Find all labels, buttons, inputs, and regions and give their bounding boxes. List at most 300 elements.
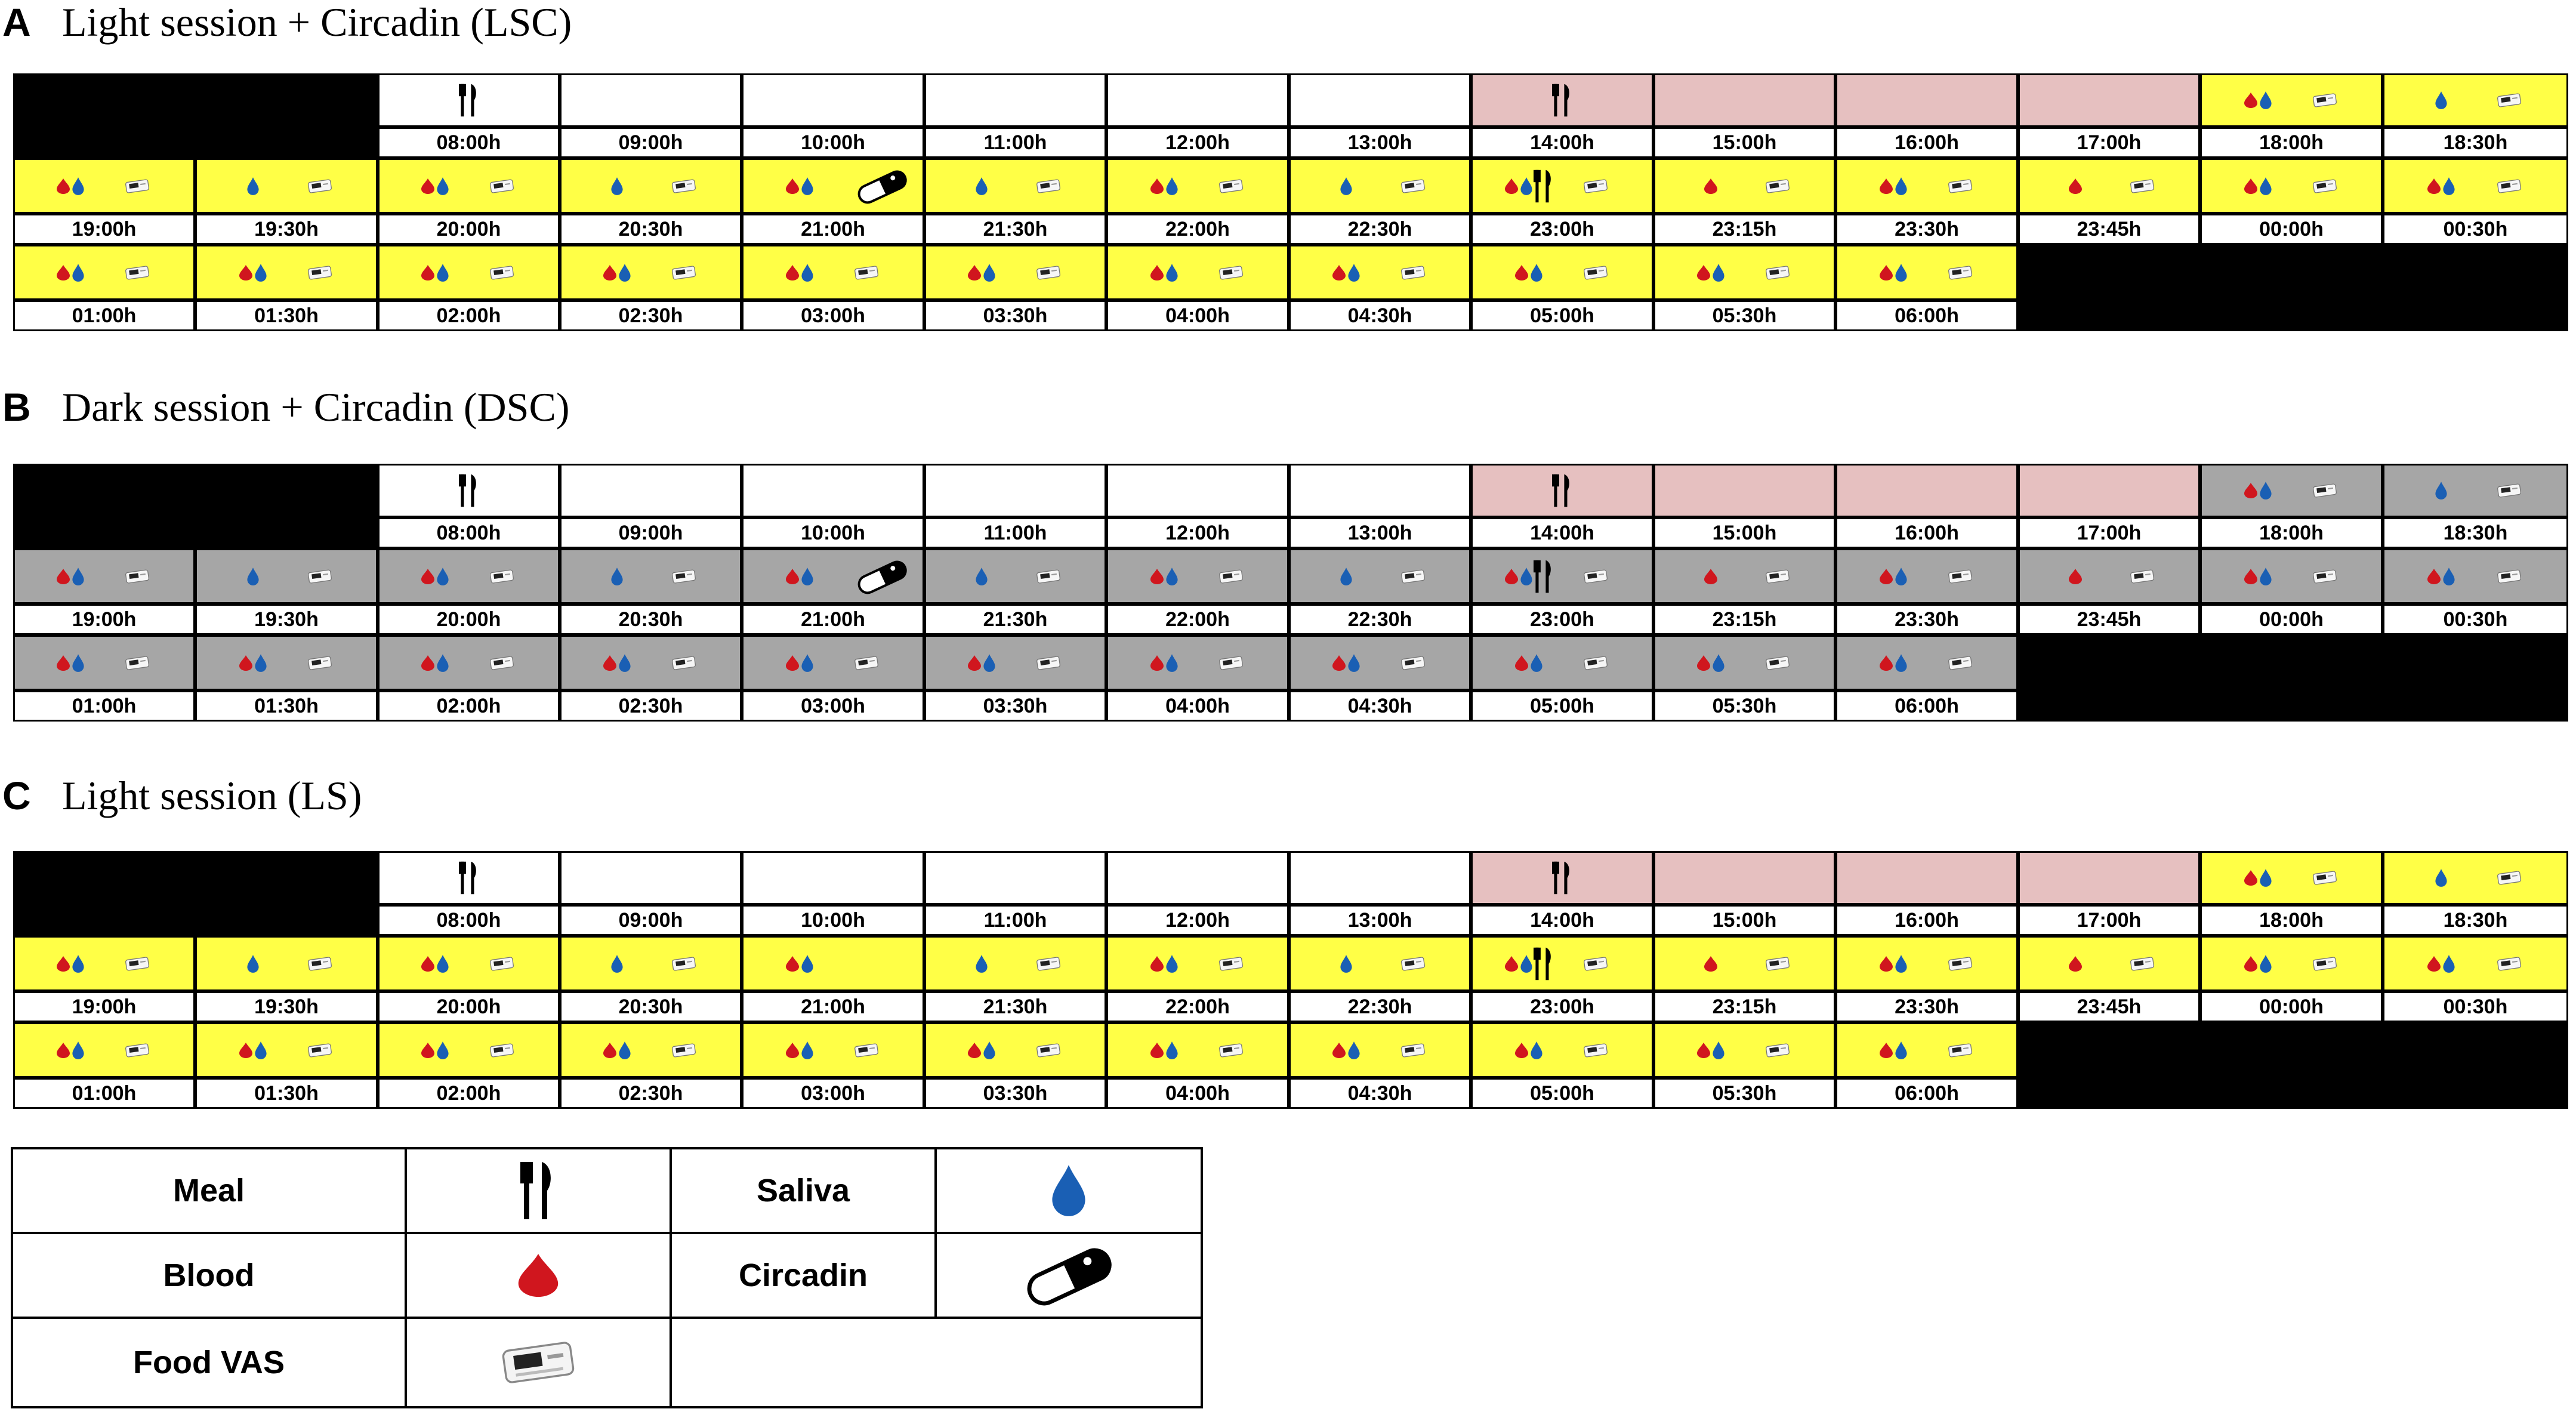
saliva-drop-icon [974,954,989,973]
schedule-icon-cell [2018,548,2200,604]
time-label: 04:30h [1289,690,1471,722]
icon-group [2208,91,2307,110]
icon-group [1764,178,1827,195]
icon-group [1218,568,1281,585]
vas-device-icon [1400,1042,1426,1059]
blood-drop-icon [420,654,436,672]
icon-group [1582,655,1645,671]
icon-group [124,955,187,972]
icon-group [307,955,369,972]
icon-group [1662,568,1760,585]
time-label: 14:00h [1471,127,1653,158]
icon-group [1947,178,2010,195]
saliva-drop-icon [254,1041,268,1060]
time-label: 03:00h [742,1078,924,1109]
blood-drop-icon [785,955,800,973]
vas-device-icon [307,655,333,671]
saliva-drop-icon [982,653,997,673]
schedule-icon-cell [13,548,195,604]
icon-group [1582,568,1645,585]
vas-device-icon [671,1042,697,1059]
icon-group [1218,178,1281,195]
time-label: 23:45h [2018,604,2200,635]
icon-group [1297,954,1395,973]
icon-group [2208,868,2307,887]
saliva-drop-icon [982,263,997,282]
icon-group [1947,264,2010,281]
icon-group [1297,567,1395,586]
schedule-icon-cell [1106,1022,1289,1078]
saliva-drop-icon [436,177,450,196]
schedule-icon-cell [1106,635,1289,690]
icon-group [750,1041,849,1060]
vas-device-icon [2312,955,2338,972]
time-label: 08:00h [378,517,560,548]
vas-device-icon [1400,178,1426,195]
schedule-icon-cell [1471,464,1653,517]
vas-device-icon [2312,92,2338,109]
blood-drop-icon [1878,1041,1894,1059]
icon-group [853,655,916,671]
blood-drop-icon [1331,264,1347,282]
schedule-icon-cell [1106,158,1289,214]
time-label: 03:30h [924,1078,1106,1109]
schedule-icon-cell [2200,936,2383,991]
section-title: Light session + Circadin (LSC) [62,0,572,45]
icon-group [124,1042,187,1059]
vas-device-icon [671,264,697,281]
icon-group [489,178,551,195]
blood-drop-icon [967,1041,982,1059]
icon-group [307,178,369,195]
schedule-icon-cell [1106,245,1289,300]
schedule-icon-cell [195,851,378,905]
vas-device-icon [1035,1042,1062,1059]
icon-group [203,653,302,673]
icon-group [489,264,551,281]
saliva-drop-icon [618,653,632,673]
blood-drop-icon [1149,177,1165,195]
saliva-drop-icon [610,177,624,196]
icon-group [1662,653,1760,673]
blood-drop-icon [785,654,800,672]
fork-knife-icon [520,1158,556,1223]
icon-group [203,1041,302,1060]
icon-group [1115,567,1213,586]
icon-group [1297,263,1395,282]
time-label [195,905,378,936]
blood-drop-icon [2426,955,2442,973]
vas-device-icon [2496,955,2522,972]
time-label: 00:30h [2383,604,2568,635]
time-label: 21:00h [742,991,924,1022]
schedule-icon-cell [13,635,195,690]
blood-drop-icon [2068,177,2083,195]
time-label: 13:00h [1289,127,1471,158]
time-label: 15:00h [1653,127,1835,158]
schedule-icon-cell [195,73,378,127]
blood-drop-icon [2068,568,2083,585]
legend-icon-cell-circadin [934,1232,1203,1319]
vas-device-icon [2129,178,2155,195]
schedule-icon-cell [2018,245,2200,300]
icon-group [386,177,484,196]
time-label: 20:30h [560,214,742,245]
time-label: 19:30h [195,214,378,245]
schedule-icon-cell [1653,245,1835,300]
time-label: 15:00h [1653,905,1835,936]
capsule-icon [853,557,911,596]
saliva-drop-icon [1711,1041,1726,1060]
vas-device-icon [853,655,880,671]
vas-device-icon [489,655,515,671]
saliva-drop-icon [246,954,260,973]
saliva-drop-icon [1894,653,1908,673]
saliva-drop-icon [974,177,989,196]
vas-device-icon [307,264,333,281]
vas-device-icon [1400,955,1426,972]
saliva-drop-icon [2259,567,2273,586]
icon-group [1479,653,1578,673]
schedule-icon-cell [1653,464,1835,517]
schedule-icon-cell [2383,851,2568,905]
icon-group [2129,178,2192,195]
schedule-icon-cell [195,245,378,300]
time-label: 21:30h [924,604,1106,635]
icon-group [1400,178,1463,195]
icon-group [2312,92,2374,109]
schedule-icon-cell [1289,851,1471,905]
blood-drop-icon [2243,869,2259,887]
time-label: 23:15h [1653,991,1835,1022]
icon-group [1297,177,1395,196]
time-label: 06:00h [1835,690,2018,722]
schedule-icon-cell [195,464,378,517]
vas-device-icon [1947,568,1973,585]
icon-group [1297,1041,1395,1060]
vas-device-icon [124,1042,150,1059]
icon-group [1764,264,1827,281]
vas-device-icon [489,955,515,972]
icon-group [671,655,733,671]
time-label: 11:00h [924,127,1106,158]
time-label: 22:30h [1289,604,1471,635]
saliva-drop-icon [800,177,815,196]
schedule-icon-cell [2383,73,2568,127]
icon-group [750,653,849,673]
icon-group [489,568,551,585]
time-label: 20:00h [378,604,560,635]
time-label: 04:30h [1289,1078,1471,1109]
time-label: 19:00h [13,214,195,245]
time-label: 02:00h [378,1078,560,1109]
blood-drop-icon [1878,177,1894,195]
blood-drop-icon [420,177,436,195]
time-label: 19:30h [195,991,378,1022]
schedule-icon-cell [1289,1022,1471,1078]
saliva-drop-icon [71,954,85,973]
schedule-icon-cell [1653,73,1835,127]
icon-group [1662,177,1760,195]
icon-group [307,1042,369,1059]
vas-device-icon [1947,955,1973,972]
vas-device-icon [1400,264,1426,281]
vas-device-icon [124,178,150,195]
icon-group [1662,1041,1760,1060]
saliva-drop-icon [1894,1041,1908,1060]
schedule-icon-cell [1835,936,2018,991]
icon-group [2496,955,2560,972]
legend-text-vas: Food VAS [133,1345,285,1380]
schedule-icon-cell [560,245,742,300]
time-label: 05:30h [1653,1078,1835,1109]
schedule-icon-cell [2018,158,2200,214]
icon-group [568,1041,666,1060]
vas-device-icon [307,1042,333,1059]
blood-drop-icon [55,654,71,672]
time-label: 02:30h [560,1078,742,1109]
schedule-icon-cell [2383,1022,2568,1078]
vas-device-icon [853,264,880,281]
icon-group [203,954,302,973]
schedule-icon-cell [1106,73,1289,127]
saliva-drop-icon [2434,481,2448,500]
schedule-icon-cell [2200,635,2383,690]
section-title: Light session (LS) [62,772,362,818]
schedule-icon-cell [1289,936,1471,991]
time-label [2018,1078,2200,1109]
vas-device-icon [489,178,515,195]
vas-device-icon [124,264,150,281]
icon-group [1400,568,1463,585]
schedule-icon-cell [2383,464,2568,517]
icon-group [1947,655,2010,671]
saliva-drop-icon [71,653,85,673]
schedule-icon-cell [742,936,924,991]
time-label: 06:00h [1835,1078,2018,1109]
blood-drop-icon [420,264,436,282]
icon-group [203,177,302,196]
time-label: 18:00h [2200,127,2383,158]
blood-drop-icon [1514,264,1529,282]
icon-group [1218,1042,1281,1059]
icon-group [1115,263,1213,282]
vas-device-icon [2496,568,2522,585]
saliva-drop-icon [1339,177,1353,196]
icon-group [1479,558,1578,595]
blood-drop-icon [1878,264,1894,282]
time-label: 05:00h [1471,1078,1653,1109]
time-label: 02:30h [560,300,742,331]
blood-drop-icon [1149,955,1165,973]
icon-group [1297,653,1395,673]
legend-empty-cell [670,1317,1203,1408]
icon-group [1844,177,1942,196]
saliva-drop-icon [1165,263,1179,282]
vas-device-icon [124,655,150,671]
schedule-icon-cell [742,73,924,127]
saliva-drop-icon [1165,567,1179,586]
time-label: 09:00h [560,517,742,548]
vas-device-icon [1582,178,1609,195]
schedule-icon-cell [13,245,195,300]
time-label: 05:00h [1471,300,1653,331]
icon-group [124,568,187,585]
schedule-icon-cell [1471,245,1653,300]
icon-group [1764,655,1827,671]
icon-group [568,177,666,196]
blood-drop-icon [785,568,800,585]
icon-group [1947,955,2010,972]
schedule-icon-cell [560,464,742,517]
schedule-icon-cell [1653,548,1835,604]
icon-group [307,264,369,281]
fork-knife-icon [1552,859,1572,896]
saliva-drop-icon [610,567,624,586]
saliva-drop-icon [436,1041,450,1060]
icon-group [386,263,484,282]
schedule-icon-cell [1289,73,1471,127]
time-label [2200,1078,2383,1109]
vas-device-icon [496,1339,580,1386]
time-label: 01:30h [195,300,378,331]
icon-group [1764,955,1827,972]
icon-group [2391,177,2491,196]
icon-group [671,178,733,195]
icon-group [386,954,484,973]
saliva-drop-icon [800,263,815,282]
time-label: 14:00h [1471,517,1653,548]
saliva-drop-icon [1165,954,1179,973]
saliva-drop-icon [1711,653,1726,673]
blood-drop-icon [1703,955,1719,973]
time-label: 18:30h [2383,517,2568,548]
vas-device-icon [489,568,515,585]
icon-group [671,1042,733,1059]
time-label [2383,1078,2568,1109]
icon-group [1662,955,1760,973]
schedule-icon-cell [378,158,560,214]
vas-device-icon [1218,178,1244,195]
time-label: 23:15h [1653,214,1835,245]
schedule-icon-cell [2018,851,2200,905]
time-label [195,127,378,158]
blood-drop-icon [2426,177,2442,195]
vas-device-icon [1764,1042,1791,1059]
blood-drop-icon [1696,1041,1711,1059]
icon-group [386,1041,484,1060]
icon-group [203,567,302,586]
time-label: 19:30h [195,604,378,635]
schedule-icon-cell [742,851,924,905]
time-label: 10:00h [742,127,924,158]
blood-drop-icon [602,1041,618,1059]
icon-group [933,1041,1031,1060]
saliva-drop-icon [1347,263,1361,282]
icon-group [750,954,849,973]
blood-drop-icon [420,568,436,585]
fork-knife-icon [1534,945,1554,982]
vas-device-icon [1764,955,1791,972]
vas-device-icon [124,955,150,972]
vas-device-icon [1947,178,1973,195]
schedule-icon-cell [2383,936,2568,991]
icon-group [2312,870,2374,886]
time-label: 20:00h [378,214,560,245]
schedule-icon-cell [2018,73,2200,127]
blood-drop-icon [2068,955,2083,973]
saliva-drop-icon [1165,653,1179,673]
schedule-icon-cell [560,1022,742,1078]
vas-device-icon [1218,955,1244,972]
icon-group [1947,1042,2010,1059]
schedule-icon-cell [2200,548,2383,604]
fork-knife-icon [1552,82,1572,119]
time-label: 06:00h [1835,300,2018,331]
time-label: 23:30h [1835,214,2018,245]
schedule-icon-cell [1289,158,1471,214]
section-header [0,769,362,822]
vas-device-icon [1582,955,1609,972]
time-label: 16:00h [1835,905,2018,936]
blood-drop-icon [517,1251,560,1299]
icon-group [1764,568,1827,585]
section-title: Dark session + Circadin (DSC) [62,384,570,430]
saliva-drop-icon [2259,177,2273,196]
schedule-icon-cell [378,245,560,300]
vas-device-icon [124,568,150,585]
vas-device-icon [2312,482,2338,499]
icon-group [2391,481,2491,500]
saliva-drop-icon [800,1041,815,1060]
time-label: 03:00h [742,300,924,331]
legend-text-saliva: Saliva [756,1173,850,1209]
time-label [2383,690,2568,722]
icon-group [2312,568,2374,585]
icon-group [1115,177,1213,196]
vas-device-icon [1035,568,1062,585]
blood-drop-icon [785,264,800,282]
vas-device-icon [489,1042,515,1059]
schedule-icon-cell [560,635,742,690]
saliva-drop-icon [1529,653,1544,673]
blood-drop-icon [55,955,71,973]
saliva-drop-icon [2442,954,2456,973]
time-label: 23:15h [1653,604,1835,635]
icon-group [1582,178,1645,195]
schedule-icon-cell [195,158,378,214]
icon-group [2391,567,2491,586]
schedule-icon-cell [560,851,742,905]
time-label: 18:00h [2200,517,2383,548]
icon-group [1844,653,1942,673]
time-label: 22:30h [1289,214,1471,245]
blood-drop-icon [1504,177,1519,195]
schedule-icon-cell [2200,245,2383,300]
time-label: 20:00h [378,991,560,1022]
schedule-icon-cell [1653,936,1835,991]
time-label [13,905,195,936]
blood-drop-icon [1703,568,1719,585]
saliva-drop-icon [1519,954,1534,973]
saliva-drop-icon [800,653,815,673]
saliva-drop-icon [800,954,815,973]
schedule-icon-cell [1653,635,1835,690]
vas-device-icon [1764,264,1791,281]
icon-group [21,177,119,196]
icon-group [750,567,849,586]
schedule-icon-cell [1835,464,2018,517]
